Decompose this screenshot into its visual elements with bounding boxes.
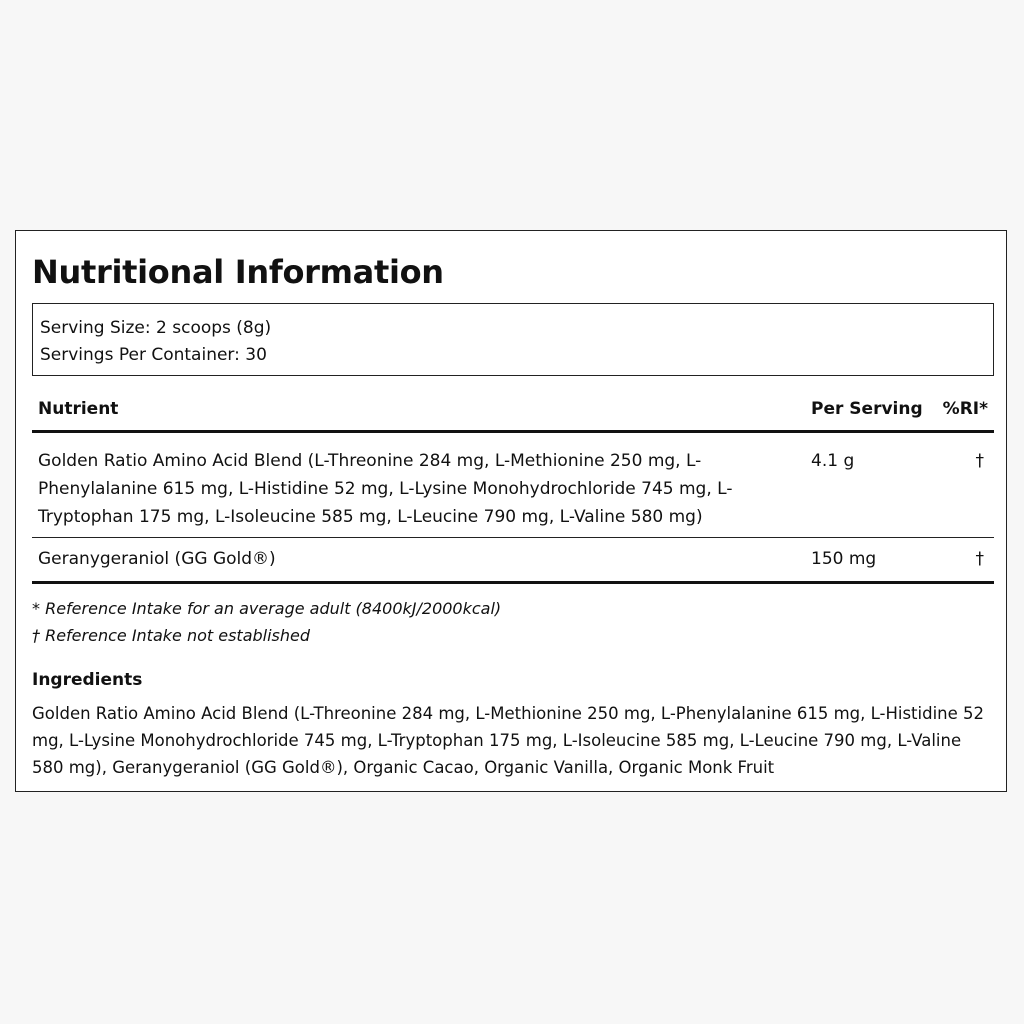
nutrition-panel	[15, 230, 1007, 792]
table-row	[32, 538, 994, 584]
table-row	[32, 433, 994, 538]
footnotes	[32, 595, 501, 649]
nutrient-name: Golden Ratio Amino Acid Blend (L-Threonine 284 mg, L-Methionine 250 mg, L-Phenylalanine 615 mg, L-Histidine 52 mg, L-Lysine Monohydrochloride 745 mg, L-Tryptophan 175 mg, L-Isoleucine 585 mg, L-Leucine 790 mg, L-Valine 580 mg)	[38, 451, 733, 527]
nutrient-amount: 4.1 g	[811, 451, 855, 471]
ingredients-list: Golden Ratio Amino Acid Blend (L-Threonine 284 mg, L-Methionine 250 mg, L-Phenylalanine 615 mg, L-Histidine 52 mg, L-Lysine Monohydrochloride 745 mg, L-Tryptophan 175 mg, L-Isoleucine 585 mg, L-Leucine 790 mg, L-Valine 580 mg), Geranygeraniol (GG Gold®), Organic Cacao, Organic Vanilla, Organic Monk Fruit	[32, 704, 985, 777]
ingredients-heading: Ingredients	[32, 670, 143, 690]
footnote-ri: * Reference Intake for an average adult (8400kJ/2000kcal)	[32, 599, 502, 618]
header-per-serving: Per Serving	[811, 399, 923, 419]
nutrient-amount: 150 mg	[811, 549, 877, 569]
table-header	[32, 388, 994, 433]
header-ri: %RI*	[942, 399, 988, 419]
nutrient-name: Geranygeraniol (GG Gold®)	[38, 549, 276, 569]
footnote-not-established: † Reference Intake not established	[32, 626, 311, 645]
serving-size: Serving Size: 2 scoops (8g)	[40, 318, 272, 338]
panel-title: Nutritional Information	[32, 253, 444, 291]
nutrient-ri: †	[975, 549, 984, 569]
header-nutrient: Nutrient	[38, 399, 119, 419]
servings-per-container: Servings Per Container: 30	[40, 345, 267, 365]
nutrient-ri: †	[975, 451, 984, 471]
nutrient-table	[32, 388, 994, 584]
serving-info-box	[32, 303, 994, 376]
